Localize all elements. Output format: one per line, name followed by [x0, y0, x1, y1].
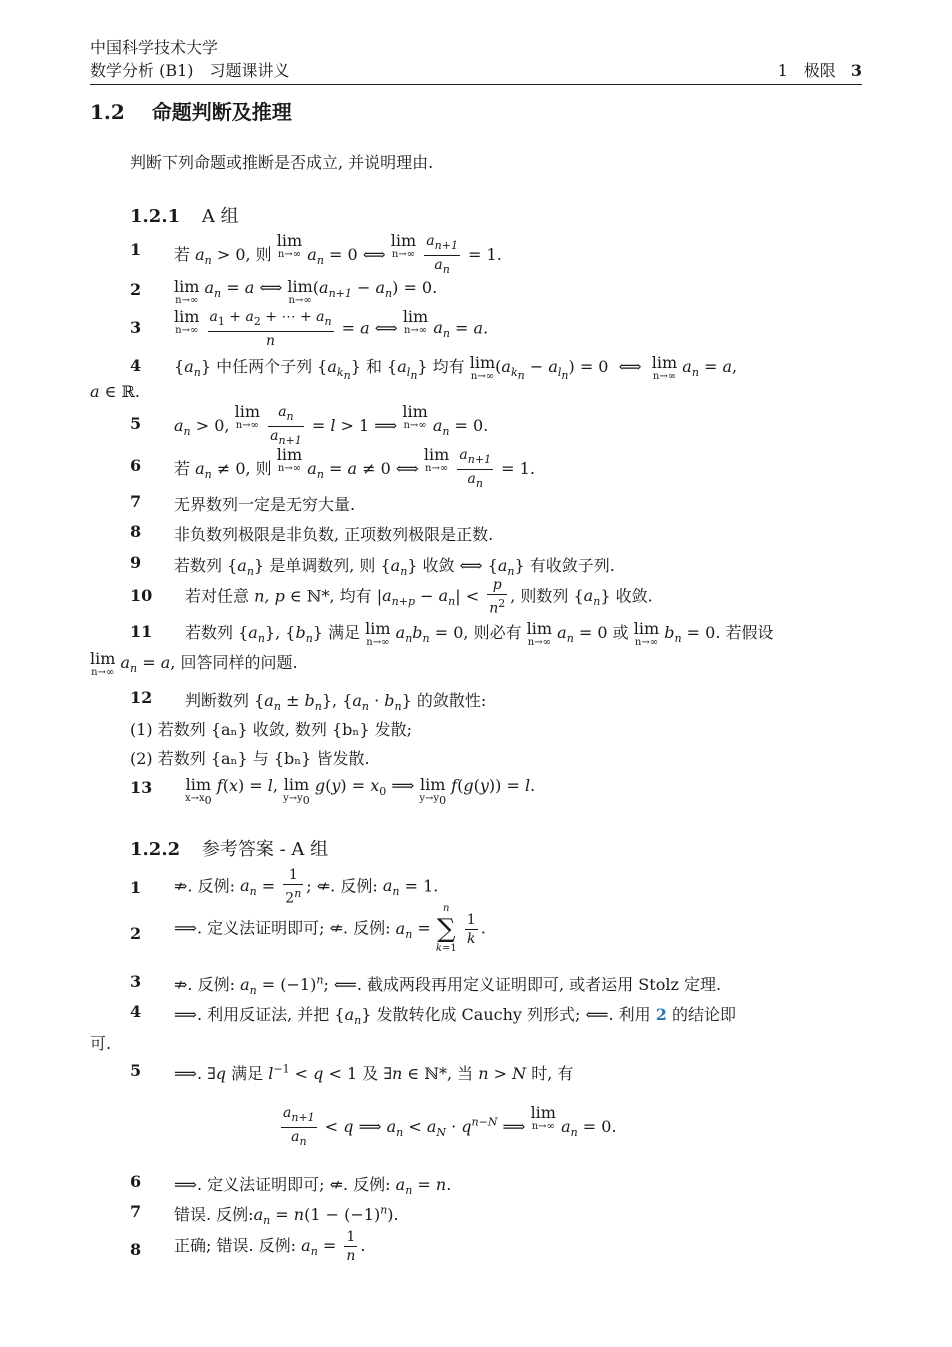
problem-3: lim n→∞ $\frac{a_1 + a_2 + \cdots + a_n}{n}$ = a ⟺ lim n→∞ $a_n = a$. [174, 307, 489, 349]
answer-number-7: 7 [130, 1202, 142, 1221]
problem-number-11: 11 [130, 622, 153, 641]
answer-8-text: 正确; 错误. 反例: [174, 1236, 297, 1255]
answer-6: ⟹. 定义法证明即可; ⇍. 反例: $a_n = n$. [174, 1175, 452, 1198]
problem-7: 无界数列一定是无穷大量. [174, 495, 356, 514]
answer-4-cont: 可. [90, 1034, 112, 1053]
problem-12: 判断数列 $\{a_n \pm b_n\}$, $\{a_n \cdot b_n\}$ 的敛散性: [185, 691, 487, 714]
answer-5: ⟹. ∃q 满足 $l^{-1} < q < 1$ 及 ∃n ∈ ℕ*, 当 n > N 时, 有 [174, 1062, 574, 1083]
problem-5: $a_n > 0$, lim n→∞ $\frac{a_n}{a_{n+1}}$ = l > 1 ⟹ lim n→∞ $a_n = 0$. [174, 402, 489, 447]
section-number: 1.2 [90, 100, 125, 124]
problem-12-case-1: (1) 若数列 {aₙ} 收敛, 数列 {bₙ} 发散; [130, 720, 413, 739]
problem-1: 若 $a_n > 0$, 则 lim n→∞ $a_n = 0$ ⟺ lim n→∞ $\frac{a_{n+1}}{a_n}$ = 1. [174, 231, 502, 276]
problem-11-cont: lim n→∞ $a_n = a$, 回答同样的问题. [90, 649, 298, 678]
problem-number-5: 5 [130, 414, 142, 433]
answer-8: 正确; 错误. 反例: $a_n$ = $\frac{1}{n}$ . [174, 1229, 366, 1264]
problem-number-4: 4 [130, 356, 142, 375]
header-course: 数学分析 (B1) 习题课讲义 [90, 61, 290, 80]
header-chapter: 1 极限 [777, 61, 836, 80]
answer-number-8: 8 [130, 1240, 142, 1259]
intro-text: 判断下列命题或推断是否成立, 并说明理由. [130, 153, 434, 172]
header-university: 中国科学技术大学 [90, 38, 219, 57]
problem-number-6: 6 [130, 456, 142, 475]
problem-4-cont: a ∈ ℝ. [90, 382, 140, 401]
problem-6: 若 $a_n \ne 0$, 则 lim n→∞ $a_n = a \ne 0$ ⟺ lim n→∞ $\frac{a_{n+1}}{a_n}$ = 1. [174, 445, 535, 490]
problem-2: lim n→∞ $a_n = a$ ⟺ lim n→∞ $(a_{n+1} - a_n) = 0$. [174, 277, 438, 306]
problem-12-case-2: (2) 若数列 {aₙ} 与 {bₙ} 皆发散. [130, 749, 370, 768]
answer-number-2: 2 [130, 924, 142, 943]
problem-number-9: 9 [130, 553, 142, 572]
answer-number-5: 5 [130, 1061, 142, 1080]
subsection-b-title: 参考答案 - A 组 [201, 839, 329, 860]
answer-7: 错误. 反例$:a_n = n(1 - (-1)^n)$. [174, 1203, 399, 1228]
problem-number-7: 7 [130, 492, 142, 511]
problem-number-10: 10 [130, 586, 153, 605]
problem-number-1: 1 [130, 240, 142, 259]
section-heading [90, 96, 292, 125]
header-rule [90, 84, 862, 85]
header-chapter-page [778, 59, 862, 82]
answer-3: ⇏. 反例: $a_n = (-1)^n$; ⟸. 截成两段再用定义证明即可, 或者运用 Stolz 定理. [174, 973, 722, 998]
problem-13: lim $x\to x_0$ f(x) = l, lim $y\to y_0$ $g(y) = x_0$ ⟹ lim $y\to y_0$ f(g(y)) = l. [185, 775, 536, 807]
problem-number-12: 12 [130, 688, 153, 707]
problem-8: 非负数列极限是非负数, 正项数列极限是正数. [174, 525, 494, 544]
subsection-b-heading [130, 835, 328, 861]
subsection-a-title: A 组 [201, 206, 239, 227]
answer-number-6: 6 [130, 1172, 142, 1191]
problem-4: $\{a_n\}$ 中任两个子列 $\{a_{k_n}\}$ 和 $\{a_{l_n}\}$ 均有 lim n→∞ $(a_{k_n} - a_{l_n}) = 0$ ⟺ lim n→∞ $a_n = a$, [174, 353, 738, 383]
problem-number-2: 2 [130, 280, 142, 299]
running-header [90, 36, 862, 82]
answer-number-1: 1 [130, 878, 142, 897]
header-page-number: 3 [850, 61, 862, 80]
answer-5-display: $\frac{a_{n+1}}{a_n}$ < q ⟹ $a_n < a_N \cdot q^{n-N}$ ⟹ lim n→∞ $a_n = 0$. [283, 1103, 617, 1148]
answer-number-3: 3 [130, 972, 142, 991]
subsection-a-number: 1.2.1 [130, 206, 181, 227]
answer-4: ⟹. 利用反证法, 并把 $\{a_n\}$ 发散转化成 Cauchy 列形式; ⟸. 利用 2 的结论即 [174, 1005, 736, 1028]
answer-number-4: 4 [130, 1002, 142, 1021]
problem-number-13: 13 [130, 778, 153, 797]
problem-10: 若对任意 n, p ∈ ℕ*, 均有 $|a_{n+p} - a_n|$ < $\frac{p}{n^2}$ , 则数列 $\{a_n\}$ 收敛. [185, 577, 653, 617]
problem-number-3: 3 [130, 318, 142, 337]
answer-1: ⇏. 反例: $a_n$ = $\frac{1}{2^n}$ ; ⇍. 反例: $a_n = 1$. [174, 867, 439, 907]
problem-9: 若数列 $\{a_n\}$ 是单调数列, 则 $\{a_n\}$ 收敛 ⟺ $\{a_n\}$ 有收敛子列. [174, 556, 615, 579]
answer-7-text: 错误. 反例: [174, 1205, 254, 1224]
section-title: 命题判断及推理 [151, 100, 292, 124]
problem-11: 若数列 $\{a_n\}$, $\{b_n\}$ 满足 lim n→∞ $a_nb_n = 0$, 则必有 lim n→∞ $a_n = 0$ 或 lim n→∞ $b_n = 0$. 若假设 [185, 619, 774, 648]
subsection-a-heading [130, 202, 239, 228]
answer-3-text: 截成两段再用定义证明即可, 或者运用 Stolz 定理. [367, 975, 722, 994]
answer-4-reference-link[interactable]: 2 [655, 1005, 667, 1024]
answer-2: ⟹. 定义法证明即可; ⇍. 反例: $a_n$ = n ∑ k=1 $\frac{1}{k}$ . [174, 903, 486, 954]
problem-number-8: 8 [130, 522, 142, 541]
subsection-b-number: 1.2.2 [130, 839, 181, 860]
